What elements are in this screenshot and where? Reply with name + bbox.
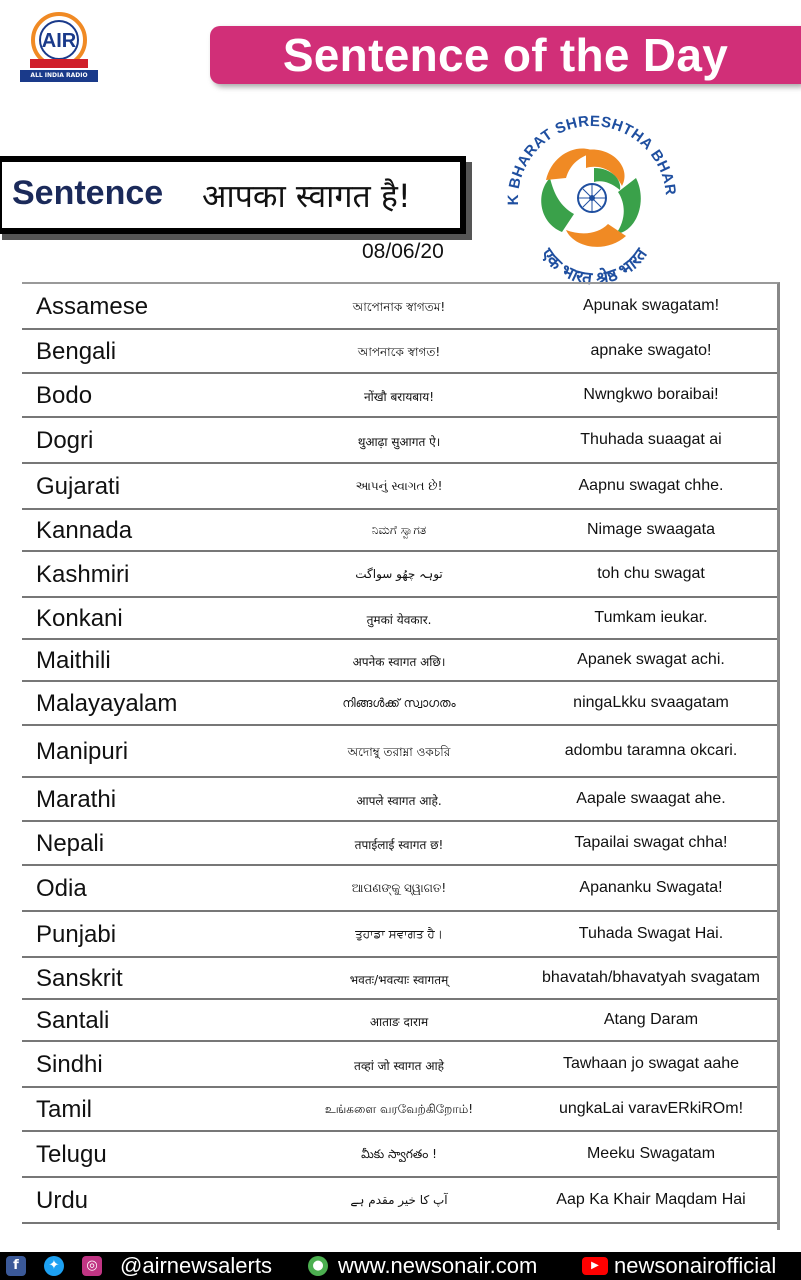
- transliteration: Tumkam ieukar.: [594, 609, 708, 626]
- language-name: Maithili: [36, 647, 111, 674]
- language-name: Nepali: [36, 830, 105, 857]
- language-name: Tamil: [36, 1096, 93, 1123]
- table-row: [22, 1132, 777, 1178]
- transliteration: Aapnu swagat chhe.: [578, 477, 724, 494]
- native-sentence: আপোনাক স্বাগতম!: [352, 300, 446, 314]
- table-row: [22, 640, 777, 682]
- table-row: [22, 1000, 777, 1042]
- transliteration: Tuhada Swagat Hai.: [578, 925, 724, 942]
- title-banner: [210, 26, 801, 84]
- transliteration: adombu taramna okcari.: [564, 742, 738, 759]
- table-row: [22, 374, 777, 418]
- language-name: Marathi: [36, 786, 117, 813]
- transliteration: Thuhada suaagat ai: [580, 431, 722, 448]
- native-sentence: অদোম্বু তরাম্না ওকচরি: [347, 745, 451, 759]
- language-name: Kashmiri: [36, 561, 130, 588]
- native-sentence: உங்களை வரவேற்கிறோம்!: [324, 1102, 474, 1116]
- ebsb-bottom-text: एक भारत श्रेष्ठ भारत: [536, 245, 652, 290]
- ebsb-top-text: K BHARAT SHRESHTHA BHAR: [504, 112, 679, 206]
- native-sentence: توہہ چھُو سواگت: [355, 567, 443, 581]
- page-title: Sentence of the Day: [282, 29, 729, 81]
- language-name: Dogri: [36, 427, 94, 454]
- native-sentence: अपनेक स्वागत अछि।: [352, 655, 446, 669]
- transliteration: Tapailai swagat chha!: [574, 834, 728, 851]
- table-row: [22, 330, 777, 374]
- footer-bar: [0, 1252, 801, 1280]
- language-name: Punjabi: [36, 921, 117, 948]
- table-row: [22, 510, 777, 552]
- sentence-label: Sentence: [12, 174, 164, 212]
- table-row: [22, 1178, 777, 1224]
- facebook-icon[interactable]: f: [6, 1256, 26, 1276]
- language-name: Kannada: [36, 517, 133, 544]
- language-name: Urdu: [36, 1187, 89, 1214]
- transliteration: Nimage swaagata: [586, 521, 716, 538]
- table-row: [22, 284, 777, 330]
- transliteration: Atang Daram: [603, 1011, 699, 1028]
- native-sentence: आताङ दाराम: [369, 1015, 429, 1029]
- transliteration: Apunak swagatam!: [582, 297, 720, 314]
- table-row: [22, 682, 777, 726]
- native-sentence: നിങ്ങൾക്ക് സ്വാഗതം: [342, 696, 456, 710]
- language-name: Telugu: [36, 1141, 107, 1168]
- table-row: [22, 598, 777, 640]
- youtube-link[interactable]: newsonairofficial: [614, 1253, 777, 1278]
- table-row: [22, 866, 777, 912]
- ebsb-logo: [496, 102, 688, 292]
- native-sentence: तुमकां येवकार.: [366, 613, 432, 627]
- table-row: [22, 822, 777, 866]
- native-sentence: আপনাকে স্বাগত!: [357, 345, 441, 359]
- twitter-icon[interactable]: ✦: [44, 1256, 64, 1276]
- language-name: Bodo: [36, 382, 93, 409]
- chrome-icon: ●: [308, 1256, 328, 1276]
- language-name: Gujarati: [36, 473, 121, 500]
- air-emblem-icon: [20, 12, 98, 70]
- instagram-icon[interactable]: ◎: [82, 1256, 102, 1276]
- table-row: [22, 726, 777, 778]
- transliteration: Apanek swagat achi.: [577, 651, 725, 668]
- native-sentence: तव्हां जो स्वागत आहे: [354, 1059, 444, 1073]
- transliteration: Aap Ka Khair Maqdam Hai: [556, 1191, 746, 1208]
- table-row: [22, 552, 777, 598]
- table-row: [22, 958, 777, 1000]
- native-sentence: भवतः/भवत्याः स्वागतम्: [349, 973, 449, 987]
- table-row: [22, 464, 777, 510]
- youtube-icon[interactable]: ▶: [582, 1257, 608, 1275]
- language-name: Malayayalam: [36, 690, 178, 717]
- transliteration: ningaLkku svaagatam: [573, 694, 729, 711]
- transliteration: toh chu swagat: [597, 565, 705, 582]
- language-name: Odia: [36, 875, 87, 902]
- native-sentence: थुआढ़ा सुआगत ऐ।: [357, 435, 441, 449]
- native-sentence: नोंखौ बरायबाय!: [363, 390, 435, 404]
- native-sentence: آپ کا خیر مقدم ہے: [350, 1193, 448, 1207]
- language-name: Sanskrit: [36, 965, 123, 992]
- transliteration: bhavatah/bhavatyah svagatam: [542, 969, 760, 986]
- svg-text:AIR: AIR: [41, 30, 77, 52]
- language-name: Bengali: [36, 338, 117, 365]
- table-row: [22, 1088, 777, 1132]
- transliteration: Nwngkwo boraibai!: [583, 386, 719, 403]
- table-row: [22, 778, 777, 822]
- native-sentence: ਤੁਹਾਡਾ ਸਵਾਗਤ ਹੈ।: [355, 927, 443, 941]
- table-row: [22, 912, 777, 958]
- transliteration: Tawhaan jo swagat aahe: [562, 1055, 740, 1072]
- sentence-date: 08/06/20: [362, 240, 444, 263]
- language-name: Santali: [36, 1007, 110, 1034]
- air-logo: [20, 12, 98, 91]
- language-table: [22, 282, 780, 1230]
- sentence-text: आपका स्वागत है!: [202, 177, 411, 215]
- native-sentence: आपले स्वागत आहे.: [356, 794, 442, 808]
- transliteration: apnake swagato!: [590, 342, 712, 359]
- native-sentence: तपाईलाई स्वागत छ!: [354, 838, 444, 852]
- transliteration: Aapale swaagat ahe.: [576, 790, 726, 807]
- air-logo-text: ALL INDIA RADIO NEWS: [20, 70, 98, 82]
- language-name: Sindhi: [36, 1051, 103, 1078]
- transliteration: Meeku Swagatam: [586, 1145, 716, 1162]
- table-row: [22, 1042, 777, 1088]
- language-name: Assamese: [36, 293, 149, 320]
- sentence-box: [0, 156, 466, 234]
- table-row: [22, 418, 777, 464]
- native-sentence: ನಿಮಗೆ ಸ್ವಾಗತ: [371, 523, 427, 537]
- ebsb-emblem-icon: [496, 102, 688, 292]
- transliteration: Apananku Swagata!: [579, 879, 723, 896]
- native-sentence: આપનું સ્વાગત છે!: [355, 479, 443, 493]
- language-name: Manipuri: [36, 738, 129, 765]
- transliteration: ungkaLai varavERkiROm!: [558, 1100, 744, 1117]
- language-name: Konkani: [36, 605, 123, 632]
- native-sentence: ଆପଣଙ୍କୁ ସ୍ୱାଗତ!: [351, 881, 447, 895]
- twitter-handle-link[interactable]: @airnewsalerts: [120, 1253, 272, 1278]
- native-sentence: మీకు స్వాగతం !: [361, 1147, 437, 1161]
- website-link[interactable]: www.newsonair.com: [338, 1253, 538, 1278]
